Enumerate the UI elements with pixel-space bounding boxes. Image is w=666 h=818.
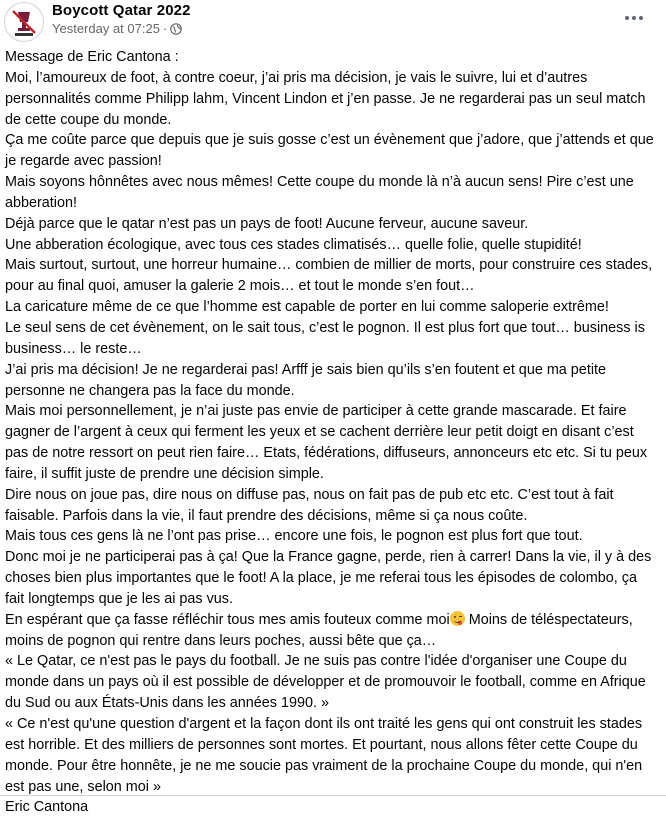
- emoji-line-after: Moins de téléspectateurs, moins de pognon qui rentre dans leurs poches, aussi bête que ça…: [5, 611, 633, 649]
- post-line: Mais moi personnellement, je n’ai juste pas envie de participer à cette grande mascarade. Et faire gagner de l’argent à ceux qui ferment les yeux et se cachent derrière leur petit doigt en disant c’est pas de notre ressort on peut rien faire… Etats, fédérations, diffuseurs, annonceurs etc etc. Si tu peux faire, il suffit juste de prendre une décision simple.: [5, 403, 648, 482]
- post-line: Mais tous ces gens là ne l’ont pas prise… encore une fois, le pognon est plus fort que tout.: [5, 528, 583, 545]
- post-timestamp[interactable]: Yesterday at 07:25: [52, 21, 160, 36]
- post-line: J’ai pris ma décision! Je ne regarderai pas! Arfff je sais bien qu’ils s’en foutent et que ma petite personne ne changera pas la face du monde.: [5, 361, 607, 399]
- page-name[interactable]: Boycott Qatar 2022: [52, 2, 191, 19]
- post-line: Une abberation écologique, avec tous ces stades climatisés… quelle folie, quelle stupidité!: [5, 236, 582, 253]
- post-line: Donc moi je ne participerai pas à ça! Que la France gagne, perde, rien à carrer! Dans la vie, il y à des choses bien plus importantes que le foot! A la place, je me referai tous les épisodes de colombo, ça fait longtemps que je les ai pas vus.: [5, 549, 652, 607]
- post-line: La caricature même de ce que l’homme est capable de porter en lui comme saloperie extrême!: [5, 299, 609, 316]
- emoji-line-before: En espérant que ça fasse réfléchir tous mes amis fouteux comme moi: [5, 611, 450, 628]
- globe-icon[interactable]: [170, 23, 182, 35]
- post-divider: [0, 795, 666, 796]
- post-line: Mais surtout, surtout, une horreur humaine… combien de millier de morts, pour construire ces stades, pour au final quoi, amuser la galerie 2 mois… et tout le monde s’en fout…: [5, 257, 653, 295]
- more-options-icon[interactable]: [620, 8, 648, 28]
- post-line: Dire nous on joue pas, dire nous on diffuse pas, nous on fait pas de pub etc etc. C’est tout à fait faisable. Parfois dans la vie, il faut prendre des décisions, même si ça nous coûte.: [5, 486, 614, 524]
- quote-line: « Le Qatar, ce n'est pas le pays du football. Je ne suis pas contre l'idée d'organiser une Coupe du monde dans un pays où il est possible de développer et de promouvoir le football, comme en Afrique du Sud ou aux États-Unis dans les années 1990. »: [5, 653, 646, 712]
- post-line: Ça me coûte parce que depuis que je suis gosse c’est un évènement que j’adore, que j’attends et que je regarde avec passion!: [5, 132, 654, 170]
- post-body: [5, 47, 659, 818]
- boycott-logo-icon: [5, 3, 43, 41]
- post-meta: [52, 21, 182, 36]
- post-line-with-emoji: [5, 610, 659, 652]
- post-line: Mais soyons hônnêtes avec nous mêmes! Cette coupe du monde là n’à aucun sens! Pire c’est une abberation!: [5, 174, 634, 211]
- meta-separator: ·: [162, 21, 168, 36]
- page-avatar[interactable]: [4, 2, 44, 42]
- post-line: Moi, l’amoureux de foot, à contre coeur, j’ai pris ma décision, je vais le suivre, lui et d’autres personnalités comme Philipp lahm, Vincent Lindon et j’en passe. Je ne regarderai pas un seul match de cette coupe du monde.: [5, 69, 646, 128]
- post-header: [0, 0, 666, 42]
- post-line: Déjà parce que le qatar n’est pas un pays de foot! Aucune ferveur, aucune saveur.: [5, 215, 529, 232]
- post-line: Le seul sens de cet évènement, on le sait tous, c’est le pognon. Il est plus fort que tout… business is business… le reste…: [5, 319, 645, 357]
- winking-tongue-emoji-icon: [450, 611, 465, 626]
- quote-line: « Ce n'est qu'une question d'argent et la façon dont ils ont traité les gens qui ont construit les stades est horrible. Et des milliers de personnes sont mortes. Et pourtant, nous allons fêter cette Coupe du monde. Pour être honnête, je ne me soucie pas vraiment de la prochaine Coupe du monde, qui n'en est pas une, selon moi »: [5, 716, 643, 795]
- post-line: Message de Eric Cantona :: [5, 49, 179, 65]
- post-signature: Eric Cantona: [5, 799, 89, 816]
